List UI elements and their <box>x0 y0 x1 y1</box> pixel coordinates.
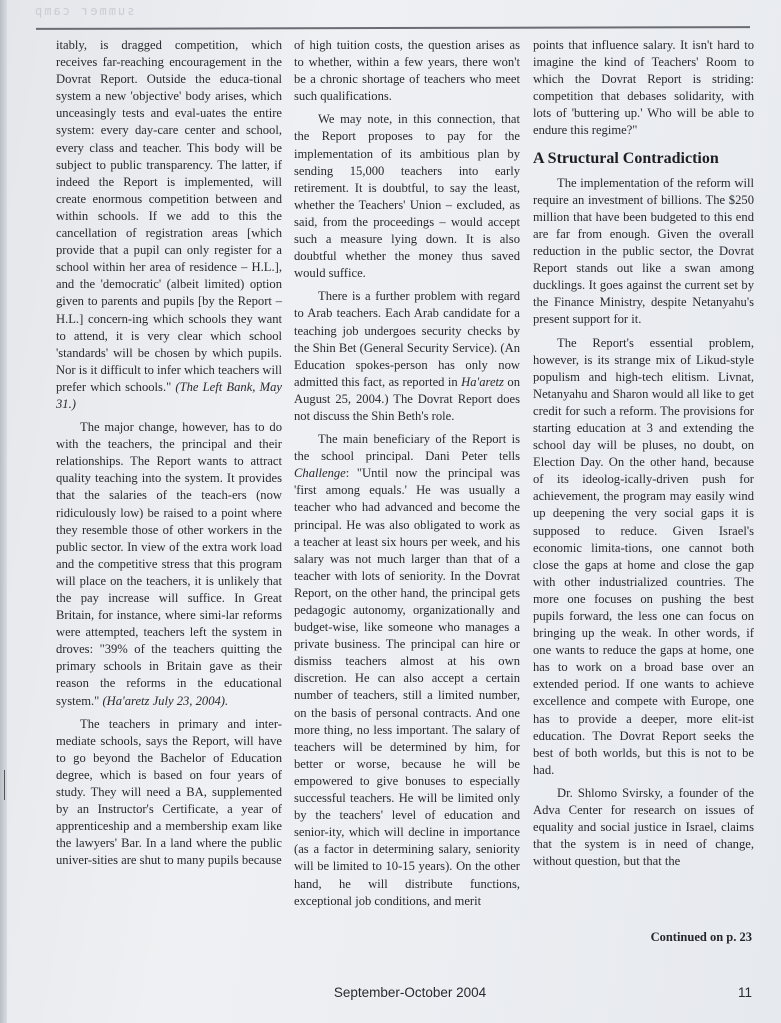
paragraph <box>56 716 282 870</box>
paragraph-text: The teachers in primary and inter-mediate schools, says the Report, will have to go beyond the Bachelor of Education degree, which is based on four years of study. They will need a BA, supplemented by an Instructor's Certificate, a year of apprenticeship and a membership exam like the lawyers' Bar. In a land where the public univer-sities are shut to many pupils because <box>56 716 282 868</box>
paragraph <box>533 175 754 329</box>
citation: (Ha'aretz July 23, 2004). <box>102 693 229 708</box>
paragraph <box>294 111 520 282</box>
paragraph <box>294 37 520 105</box>
paragraph-text: The Report's essential problem, however, is its strange mix of Likud-style populism and high-tech elitism. Livnat, Netanyahu and Sharon would all like to get credit for such a reform. The provisions for starting education at 3 and extending the school day will be pluses, no doubt, on Election Day. On the other hand, because of its ideolog-ically-driven push for achievement, the program may easily wind up deepening the very social gaps it is supposed to reduce. Given Israel's economic limita-tions, one cannot both close the gaps at home and close the gap with other industrialized countries. The more one focuses on pushing the best pupils forward, the less one can focus on bringing up the weak. In other words, if one wants to reduce the gaps at home, one has to work on a broad base over an extended period. If one wants to achieve excellence and compete with Europe, one has to provide a deeper, more elit-ist education. The Dovrat Report seeks the best of both worlds, but this is not to be had. <box>533 335 754 777</box>
continued-on-note: Continued on p. 23 <box>650 930 752 944</box>
page-number: 11 <box>737 985 752 1000</box>
publication-name: Challenge <box>294 466 346 481</box>
bleed-through-header-text: summer camp <box>33 4 135 18</box>
paragraph-text: itably, is dragged competition, which receives far-reaching encouragement in the Dovrat Report. Outside the educa-tional system a new 'objective' body arises, which unceasingly tests and eval-uates the entire system: every day-care center and school, every class and teacher. This body will be subject to public transparency. The latter, if indeed the Report is implemented, will create enormous competition between and within schools. If we add to this the cancellation of registration areas [which provide that a pupil can only register for a school within her area of residence – H.L.], and the 'democratic' (albeit limited) option given to parents and pupils [by the Report – H.L.] concern-ing which schools they want to attend, it is very clear which school 'standards' will be chosen by which pupils. Nor is it difficult to infer which teachers will prefer which schools." <box>56 38 282 394</box>
edge-mark <box>4 770 5 800</box>
paragraph <box>533 37 754 140</box>
paragraph <box>533 785 754 870</box>
paragraph-text: There is a further problem with regard to Arab teachers. Each Arab candidate for a teaching job undergoes security checks by the Shin Bet (General Security Service). (An Education spokes-person has only now admitted this fact, as reported in <box>294 289 520 389</box>
citation: (The Left Bank, May 31.) <box>56 379 282 411</box>
issue-date: September-October 2004 <box>333 985 487 1000</box>
paragraph-text: Dr. Shlomo Svirsky, a founder of the Adva Center for research on issues of equality and social justice in Israel, claims that the system is in need of change, without question, but that the <box>533 785 754 869</box>
paragraph-text: : "Until now the principal was 'first among equals.' He was usually a teacher who had advanced and become the principal. He was also obligated to work as a teacher at least six hours per week, and his salary was not much larger than that of a teacher with lots of seniority. In the Dovrat Report, on the other hand, the principal gets pedagogic autonomy, organizationally and budget-wise, like someone who manages a private business. The principal can hire or dismiss teachers almost at his own discretion. He can also accept a certain number of teachers, still a limited number, on the basis of personal contracts. And one more thing, no less important. The salary of teachers will be determined by him, for better or worse, because he will be empowered to give bonuses to especially successful teachers. He will be limited only by the teachers' level of education and senior-ity, which will decline in importance (as a factor in determining salary, seniority will be limited to 10-15 years). On the other hand, he will distribute functions, exceptional job conditions, and merit <box>294 466 520 908</box>
paragraph <box>56 419 282 710</box>
header-rule <box>36 26 750 30</box>
article-column-1 <box>56 37 282 876</box>
paragraph <box>56 37 282 413</box>
paragraph <box>533 335 754 779</box>
publication-name: Ha'aretz <box>461 374 504 389</box>
paragraph-text: points that influence salary. It isn't hard to imagine the kind of Teachers' Room to which the Dovrat Report is striding: competition that debases solidarity, with lots of 'buttering up.' Who will be able to endure this regime?" <box>533 38 754 138</box>
article-column-3 <box>533 37 754 876</box>
section-heading: A Structural Contradiction <box>533 149 719 167</box>
page-binding-edge <box>0 0 7 1023</box>
article-column-2 <box>294 37 520 916</box>
paragraph <box>294 431 520 910</box>
paragraph-text: The major change, however, has to do with the teachers, the principal and their relationships. The Report wants to attract quality teaching into the system. It provides that the salaries of the teach-ers (now ridiculously low) be raised to a point where they resemble those of other workers in the public sector. In view of the extra work load and the competitive stress that this program will place on the teachers, it is unlikely that the pay increase will suffice. In Great Britain, for instance, where simi-lar reforms were attempted, teachers left the system in droves: "39% of the teachers quitting the primary schools in Britain gave as their reason the reforms in the educational system." <box>56 420 282 708</box>
paragraph-text: on August 25, 2004.) The Dovrat Report does not discuss the Shin Beth's role. <box>294 374 520 423</box>
paragraph-text: The implementation of the reform will require an investment of billions. The $250 million that have been budgeted to this end are far from enough. Given the overall reduction in the public sector, the Dovrat Report stands out like a swan among ducklings. It goes against the current set by the Finance Ministry, despite Netanyahu's present support for it. <box>533 175 754 327</box>
paragraph-text: of high tuition costs, the question arises as to whether, within a few years, there won't be a chronic shortage of teachers who meet such qualifications. <box>294 38 520 104</box>
paragraph <box>294 288 520 425</box>
paragraph-text: The main beneficiary of the Report is the school principal. Dani Peter tells <box>294 432 520 464</box>
paragraph-text: We may note, in this connection, that the Report proposes to pay for the implementation of its ambitious plan by sending 15,000 teachers into early retirement. It is doubtful, to say the least, whether the Teachers' Union – excluded, as said, from the proceedings – would accept such a measure lying down. It is also doubtful whether the money thus saved would suffice. <box>294 112 520 281</box>
